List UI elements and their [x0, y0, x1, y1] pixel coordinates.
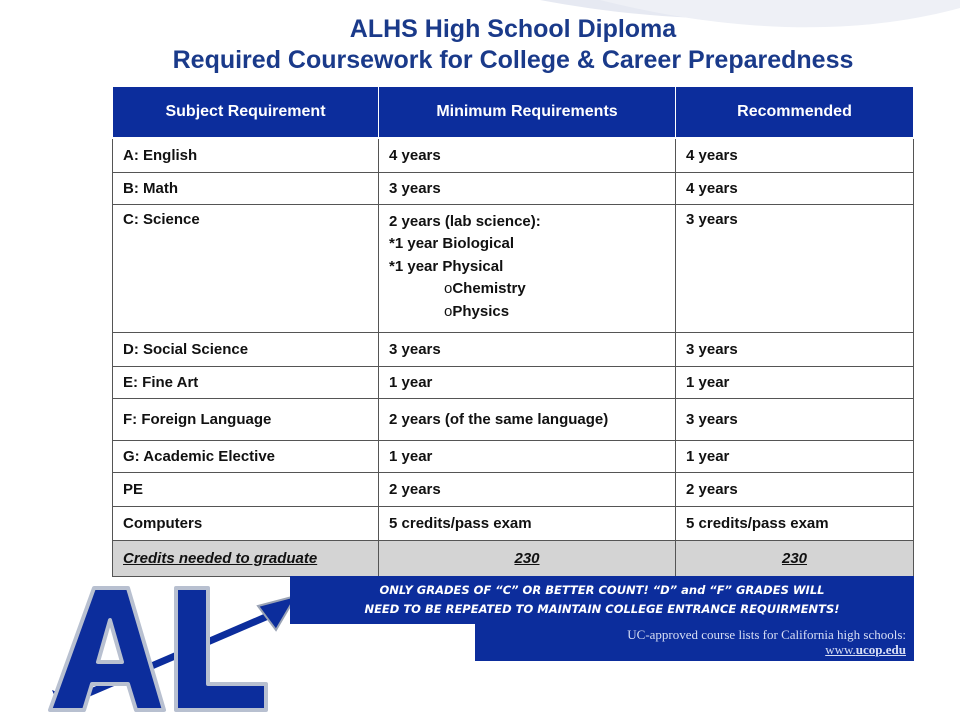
table-row — [113, 366, 914, 398]
science-line: *1 year Physical — [389, 257, 504, 275]
link-domain: ucop.edu — [855, 642, 906, 657]
page-title — [0, 14, 960, 76]
table-row — [113, 506, 914, 540]
subject-cell: D: Social Science — [113, 332, 379, 366]
recommended-cell: 5 credits/pass exam — [676, 506, 914, 540]
science-sub-item — [389, 278, 675, 301]
alhs-logo — [36, 578, 306, 720]
grades-notice — [290, 576, 914, 624]
recommended-cell: 3 years — [676, 332, 914, 366]
title-line-2: Required Coursework for College & Career Preparedness — [172, 46, 854, 74]
recommended-cell: 1 year — [676, 366, 914, 398]
subject-cell: Computers — [113, 506, 379, 540]
minimum-cell: 5 credits/pass exam — [379, 506, 676, 540]
link-prefix: www. — [825, 642, 856, 657]
table-row — [113, 398, 914, 440]
minimum-cell: 4 years — [379, 138, 676, 172]
minimum-cell: 2 years — [379, 472, 676, 506]
subject-cell: F: Foreign Language — [113, 398, 379, 440]
subject-cell: C: Science — [113, 204, 379, 332]
sub-bullet: o — [444, 280, 453, 297]
ucop-link[interactable] — [825, 642, 906, 657]
table-row — [113, 204, 914, 332]
credits-row — [113, 540, 914, 576]
credits-recommended: 230 — [676, 540, 914, 576]
subject-cell: G: Academic Elective — [113, 440, 379, 472]
uc-course-list-note — [475, 624, 914, 661]
subject-cell: A: English — [113, 138, 379, 172]
credits-label: Credits needed to graduate — [113, 540, 379, 576]
table-row — [113, 172, 914, 204]
column-header-subject: Subject Requirement — [113, 87, 379, 139]
sub-item-label: Chemistry — [452, 280, 526, 297]
column-header-minimum: Minimum Requirements — [379, 87, 676, 139]
minimum-cell: 3 years — [379, 172, 676, 204]
recommended-cell: 2 years — [676, 472, 914, 506]
table-row — [113, 332, 914, 366]
science-line: *1 year Biological — [389, 235, 515, 252]
recommended-cell: 3 years — [676, 398, 914, 440]
science-line: 2 years (lab science): — [389, 212, 541, 230]
minimum-cell: 3 years — [379, 332, 676, 366]
title-line-1: ALHS High School Diploma — [349, 15, 677, 43]
notice-line-1: ONLY GRADES OF “C” OR BETTER COUNT! “D” and “F” GRADES WILL — [379, 583, 825, 597]
subject-cell: PE — [113, 472, 379, 506]
minimum-cell: 1 year — [379, 440, 676, 472]
recommended-cell: 3 years — [676, 204, 914, 332]
column-header-recommended: Recommended — [676, 87, 914, 139]
table-row — [113, 472, 914, 506]
requirements-table — [112, 86, 914, 577]
table-row — [113, 440, 914, 472]
uc-note-text: UC-approved course lists for California high schools: — [627, 627, 906, 642]
credits-minimum: 230 — [379, 540, 676, 576]
sub-item-label: Physics — [452, 302, 510, 320]
science-sub-item — [389, 301, 675, 324]
sub-bullet: o — [444, 302, 453, 320]
minimum-cell-science — [379, 204, 676, 332]
recommended-cell: 4 years — [676, 138, 914, 172]
recommended-cell: 1 year — [676, 440, 914, 472]
minimum-cell: 1 year — [379, 366, 676, 398]
minimum-cell: 2 years (of the same language) — [379, 398, 676, 440]
recommended-cell: 4 years — [676, 172, 914, 204]
table-row — [113, 138, 914, 172]
subject-cell: E: Fine Art — [113, 366, 379, 398]
subject-cell: B: Math — [113, 172, 379, 204]
notice-line-2: NEED TO BE REPEATED TO MAINTAIN COLLEGE ENTRANCE REQUIRMENTS! — [364, 602, 840, 616]
table-header-row — [113, 87, 914, 139]
